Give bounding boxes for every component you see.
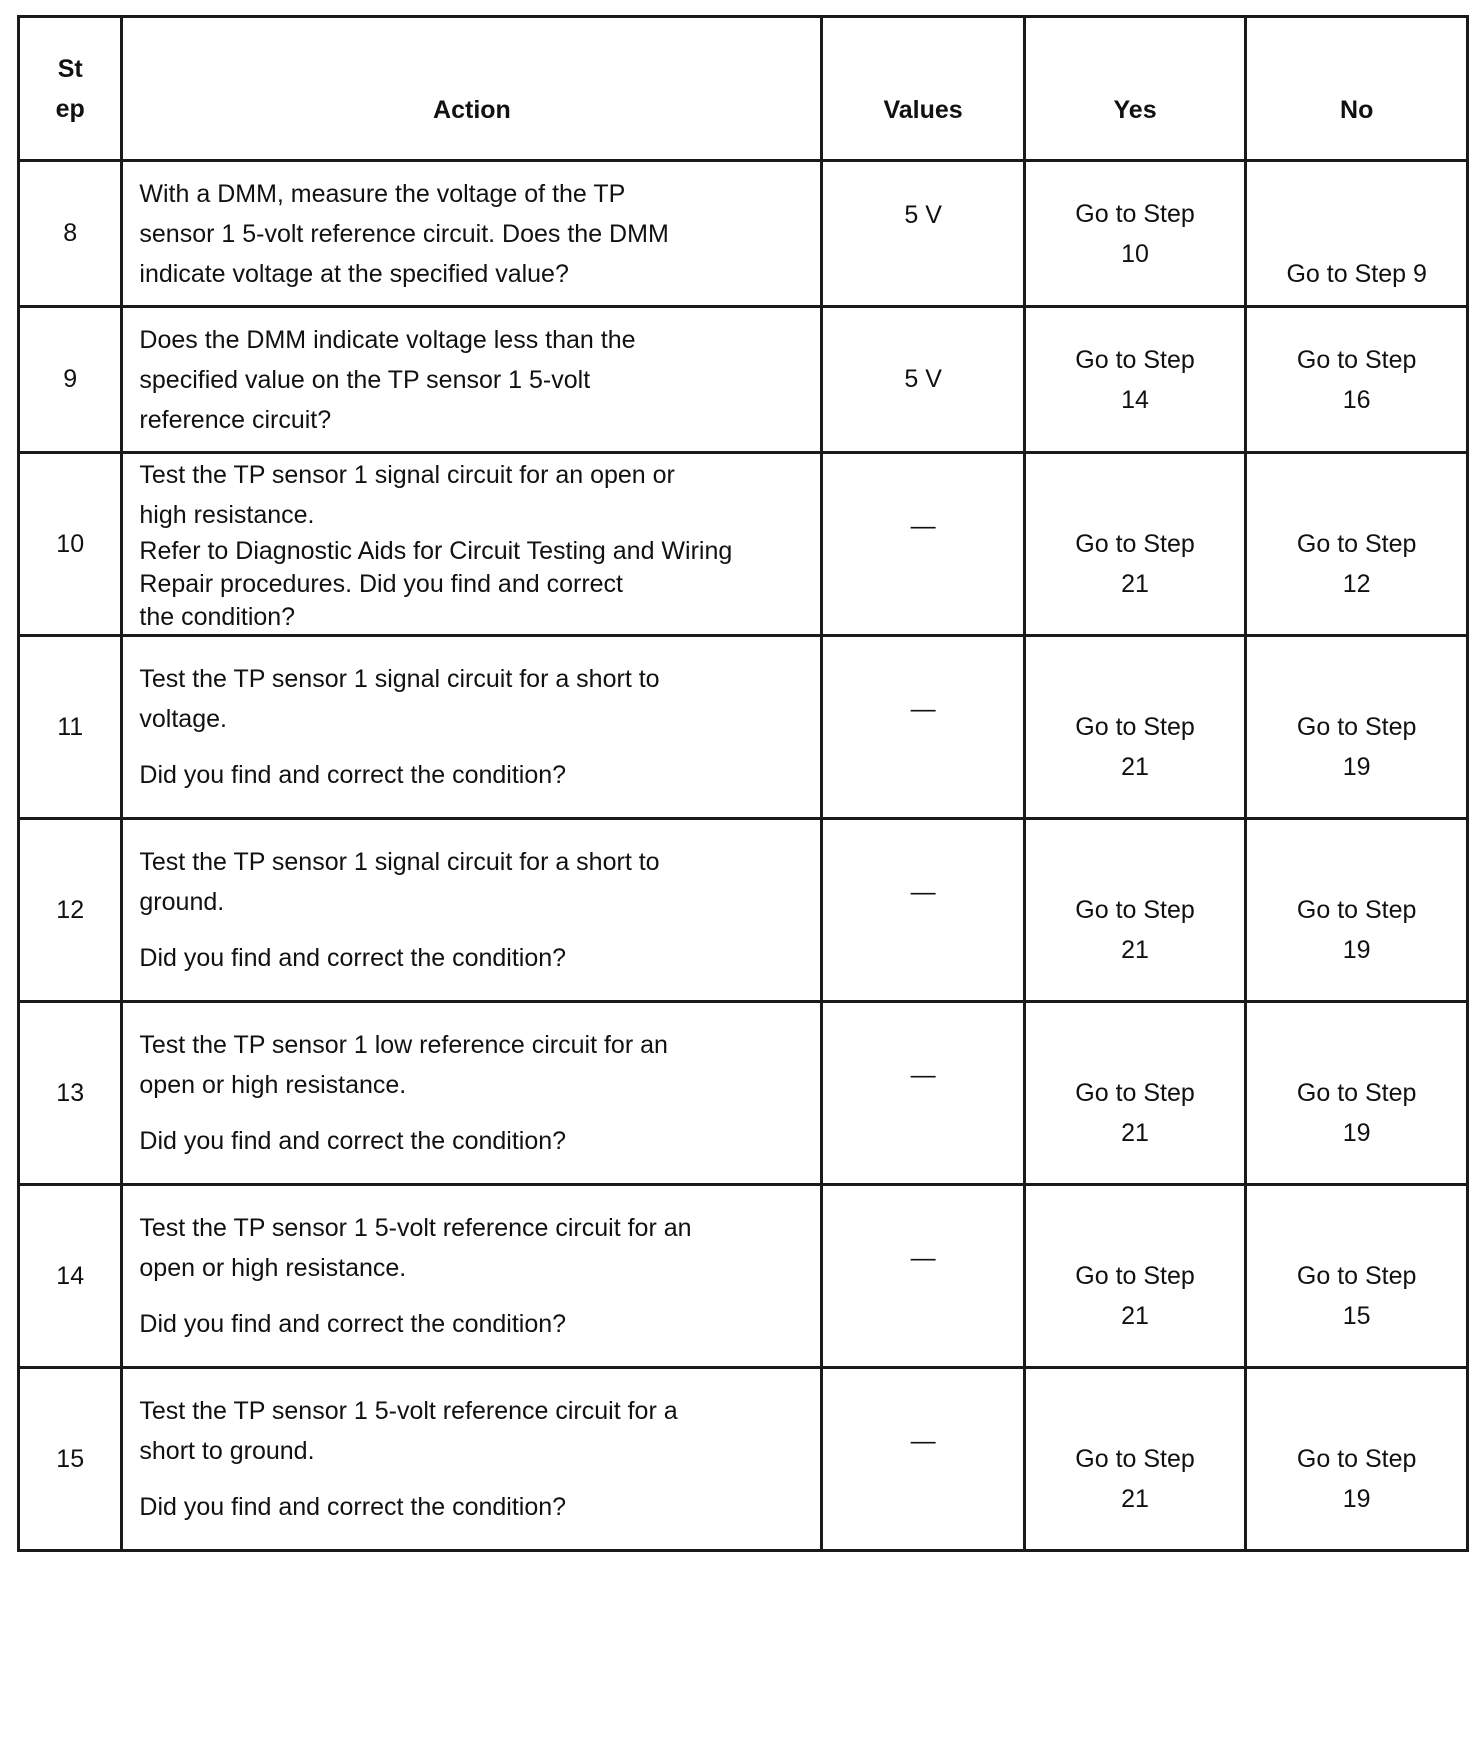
no-cell xyxy=(1246,1368,1468,1551)
action-line: Did you find and correct the condition? xyxy=(139,1493,567,1521)
yes-line2: 21 xyxy=(1121,753,1149,781)
no-cell xyxy=(1246,1185,1468,1368)
action-line: the condition? xyxy=(139,602,296,631)
action-line: Repair procedures. Did you find and correct xyxy=(139,569,623,598)
action-line: voltage. xyxy=(139,705,227,733)
yes-line1: Go to Step xyxy=(1075,1445,1195,1473)
header-row xyxy=(19,17,1468,161)
action-line: high resistance. xyxy=(139,500,315,529)
no-cell xyxy=(1246,819,1468,1002)
action-line: Test the TP sensor 1 signal circuit for an open or xyxy=(139,460,675,489)
header-action-label: Action xyxy=(433,96,511,124)
yes-line1: Go to Step xyxy=(1075,530,1195,558)
yes-line2: 21 xyxy=(1121,1485,1149,1513)
action-line: ground. xyxy=(139,888,225,916)
action-line: specified value on the TP sensor 1 5-volt xyxy=(139,365,591,394)
action-line: With a DMM, measure the voltage of the TP xyxy=(139,179,626,208)
action-line: open or high resistance. xyxy=(139,1071,407,1099)
no-line1: Go to Step xyxy=(1296,713,1417,741)
action-line: reference circuit? xyxy=(139,405,332,434)
no-cell xyxy=(1246,161,1468,307)
no-cell xyxy=(1246,453,1468,636)
action-text xyxy=(122,161,822,307)
action-line: Test the TP sensor 1 low reference circuit for an xyxy=(139,1031,668,1059)
step-number: 12 xyxy=(19,819,122,1002)
yes-line2: 21 xyxy=(1121,570,1149,598)
action-line: open or high resistance. xyxy=(139,1254,407,1282)
no-line1: Go to Step xyxy=(1296,1445,1417,1473)
value-text: — xyxy=(910,511,936,540)
no-line2: 19 xyxy=(1342,936,1371,964)
action-line: Did you find and correct the condition? xyxy=(139,761,567,789)
step-number: 11 xyxy=(19,636,122,819)
yes-cell xyxy=(1024,819,1246,1002)
action-text xyxy=(122,1368,822,1551)
value-text: — xyxy=(910,1243,936,1272)
step-number: 13 xyxy=(19,1002,122,1185)
value-text: 5 V xyxy=(904,365,942,393)
value-cell xyxy=(822,453,1024,636)
no-line2: 12 xyxy=(1342,570,1371,598)
step-number: 14 xyxy=(19,1185,122,1368)
table-row xyxy=(19,819,1468,1002)
yes-line2: 14 xyxy=(1121,385,1149,414)
header-step xyxy=(19,17,122,161)
yes-line2: 21 xyxy=(1121,1119,1149,1147)
step-number: 9 xyxy=(19,307,122,453)
yes-line1: Go to Step xyxy=(1075,1262,1195,1290)
no-line2: 16 xyxy=(1342,385,1371,414)
no-line2: 19 xyxy=(1342,753,1371,781)
no-line1: Go to Step xyxy=(1296,530,1417,558)
header-no-label: No xyxy=(1340,96,1374,124)
action-line: sensor 1 5-volt reference circuit. Does the DMM xyxy=(139,219,669,248)
step-number: 15 xyxy=(19,1368,122,1551)
yes-cell xyxy=(1024,636,1246,819)
yes-line1: Go to Step xyxy=(1075,713,1195,741)
no-line2: 19 xyxy=(1342,1485,1371,1513)
value-cell xyxy=(822,819,1024,1002)
header-values xyxy=(822,17,1024,161)
no-cell xyxy=(1246,307,1468,453)
yes-line2: 21 xyxy=(1121,1302,1149,1330)
yes-line1: Go to Step xyxy=(1075,345,1195,374)
value-cell xyxy=(822,1185,1024,1368)
action-text xyxy=(122,1185,822,1368)
table-row xyxy=(19,636,1468,819)
yes-line1: Go to Step xyxy=(1075,896,1195,924)
yes-cell xyxy=(1024,1002,1246,1185)
no-line1: Go to Step xyxy=(1296,1262,1417,1290)
header-no xyxy=(1246,17,1468,161)
table-row xyxy=(19,161,1468,307)
value-text: 5 V xyxy=(904,201,942,229)
action-line: Test the TP sensor 1 signal circuit for a short to xyxy=(139,665,660,693)
action-line: Does the DMM indicate voltage less than the xyxy=(139,325,636,354)
yes-cell xyxy=(1024,453,1246,636)
action-line: Did you find and correct the condition? xyxy=(139,1127,567,1155)
table-row xyxy=(19,1368,1468,1551)
action-text xyxy=(122,636,822,819)
step-number: 8 xyxy=(19,161,122,307)
value-cell xyxy=(822,636,1024,819)
yes-line1: Go to Step xyxy=(1075,199,1195,228)
yes-cell xyxy=(1024,1368,1246,1551)
header-action xyxy=(122,17,822,161)
action-line: Refer to Diagnostic Aids for Circuit Testing and Wiring xyxy=(139,536,733,565)
value-text: — xyxy=(910,877,936,906)
action-line: Did you find and correct the condition? xyxy=(139,944,567,972)
action-text xyxy=(122,819,822,1002)
action-text xyxy=(122,1002,822,1185)
diagnostic-table xyxy=(17,15,1469,1552)
no-cell xyxy=(1246,636,1468,819)
yes-cell xyxy=(1024,1185,1246,1368)
yes-line1: Go to Step xyxy=(1075,1079,1195,1107)
no-line1: Go to Step xyxy=(1296,896,1417,924)
value-cell xyxy=(822,1002,1024,1185)
value-cell xyxy=(822,307,1024,453)
table-row xyxy=(19,1185,1468,1368)
no-line2: Go to Step 9 xyxy=(1286,259,1427,288)
yes-cell xyxy=(1024,161,1246,307)
action-line: Did you find and correct the condition? xyxy=(139,1310,567,1338)
table-row xyxy=(19,307,1468,453)
table-row xyxy=(19,453,1468,636)
table-row xyxy=(19,1002,1468,1185)
no-line1: Go to Step xyxy=(1296,1079,1417,1107)
yes-line2: 21 xyxy=(1121,936,1149,964)
value-text: — xyxy=(910,694,936,723)
value-cell xyxy=(822,1368,1024,1551)
step-number: 10 xyxy=(19,453,122,636)
no-line2: 15 xyxy=(1342,1302,1371,1330)
no-line2: 19 xyxy=(1342,1119,1371,1147)
header-step-line2: ep xyxy=(55,94,85,123)
header-yes-label: Yes xyxy=(1113,96,1157,124)
value-cell xyxy=(822,161,1024,307)
action-line: Test the TP sensor 1 5-volt reference circuit for an xyxy=(139,1214,692,1242)
yes-line2: 10 xyxy=(1121,239,1149,268)
action-text xyxy=(122,453,822,636)
action-text xyxy=(122,307,822,453)
header-yes xyxy=(1024,17,1246,161)
action-line: Test the TP sensor 1 5-volt reference circuit for a xyxy=(139,1397,678,1425)
action-line: short to ground. xyxy=(139,1437,315,1465)
action-line: indicate voltage at the specified value? xyxy=(139,259,569,288)
value-text: — xyxy=(910,1060,936,1089)
action-line: Test the TP sensor 1 signal circuit for a short to xyxy=(139,848,660,876)
header-step-line1: St xyxy=(57,54,83,83)
no-line1: Go to Step xyxy=(1296,345,1417,374)
value-text: — xyxy=(910,1426,936,1455)
yes-cell xyxy=(1024,307,1246,453)
header-values-label: Values xyxy=(883,96,963,124)
no-cell xyxy=(1246,1002,1468,1185)
